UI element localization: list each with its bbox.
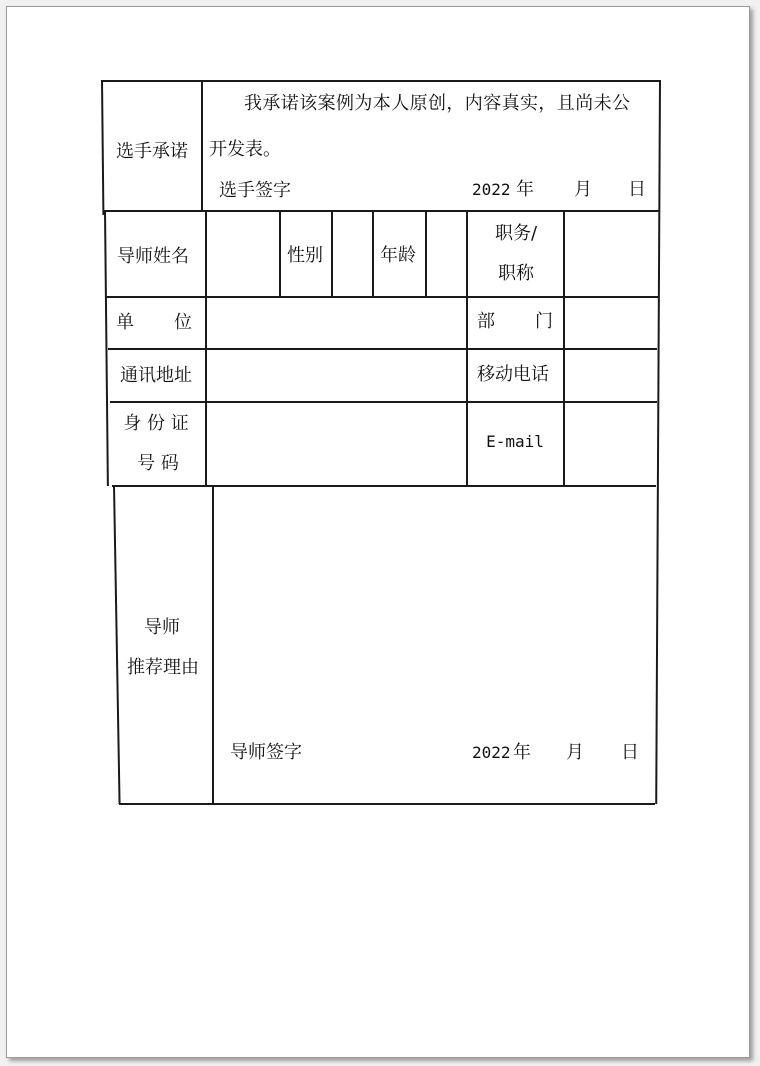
department-label-char-1: 部 (477, 311, 495, 332)
age-label: 年龄 (380, 245, 416, 266)
address-label: 通讯地址 (120, 365, 192, 386)
row-divider (112, 485, 656, 487)
cell-divider (466, 210, 468, 485)
unit-label-char-2: 位 (174, 312, 192, 333)
id-number-label-line-2: 号 码 (137, 453, 179, 474)
position-label-line-1: 职务/ (494, 223, 538, 244)
label-column-divider (205, 210, 207, 485)
recommendation-label-line-2: 推荐理由 (127, 657, 199, 678)
mentor-sign-year: 2022 (472, 743, 511, 762)
table-border-left (113, 485, 120, 804)
gender-label: 性别 (287, 245, 323, 266)
email-label: E-mail (486, 432, 544, 451)
row-divider (110, 401, 657, 403)
id-number-label-line-1: 身 份 证 (123, 413, 189, 434)
contestant-sign-year-unit: 年 (516, 179, 534, 200)
contestant-sign-day-unit: 日 (628, 179, 646, 200)
department-label-char-2: 门 (535, 311, 553, 332)
cell-divider (331, 210, 333, 296)
row-divider (104, 210, 659, 212)
table-border-top (101, 80, 660, 82)
unit-label-char-1: 单 (116, 312, 134, 333)
table-border-right (655, 80, 660, 804)
cell-divider (563, 210, 565, 485)
row-divider (108, 348, 657, 350)
mobile-label: 移动电话 (477, 364, 549, 385)
contestant-sign-month-unit: 月 (574, 179, 592, 200)
pledge-label: 选手承诺 (116, 141, 188, 162)
table-border-left (101, 80, 104, 215)
label-column-divider (201, 80, 203, 210)
label-column-divider (212, 485, 214, 803)
pledge-text-line-1: 我承诺该案例为本人原创，内容真实，且尚未公 (244, 93, 631, 114)
mentor-name-label: 导师姓名 (117, 246, 189, 267)
cell-divider (279, 210, 281, 296)
recommendation-label-line-1: 导师 (144, 617, 180, 638)
mentor-signature-label: 导师签字 (230, 742, 302, 763)
mentor-sign-year-unit: 年 (513, 742, 531, 763)
contestant-sign-year: 2022 (472, 180, 511, 199)
cell-divider (425, 210, 427, 296)
mentor-sign-day-unit: 日 (621, 742, 639, 763)
row-divider (106, 296, 658, 298)
cell-divider (372, 210, 374, 296)
position-label-line-2: 职称 (498, 263, 534, 284)
mentor-sign-month-unit: 月 (566, 742, 584, 763)
table-border-bottom (119, 803, 655, 805)
contestant-signature-label: 选手签字 (219, 180, 291, 201)
pledge-text-line-2: 开发表。 (209, 139, 281, 160)
